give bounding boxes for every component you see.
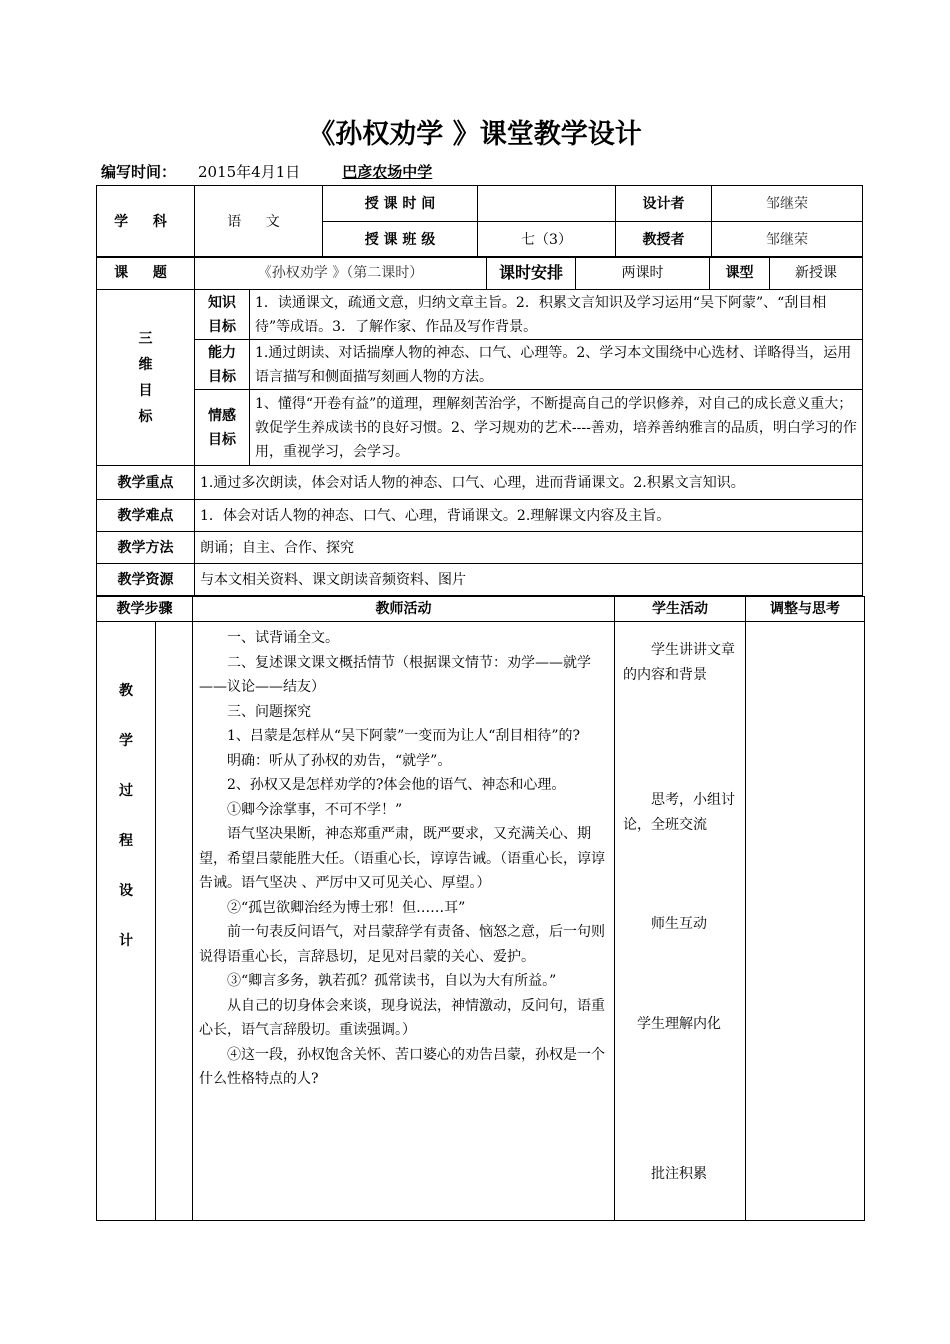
teaching-rows-table: [96, 465, 863, 596]
student-activity: 师生互动: [651, 916, 707, 932]
ability-goal-label: 能力 目标: [195, 340, 250, 390]
teacher-label: 教授者: [616, 222, 712, 258]
teacher-line: 语气坚决果断，神态郑重严肃，既严要求，又充满关心、期望，希望吕蒙能胜大任。（语重心长，谆谆告诫。（语重心长，谆谆告诫。语气坚决 、严厉中又可见关心、厚望。）: [199, 826, 605, 891]
teacher-line: ③“卿言多务，孰若孤？孤常读书，自以为大有所益。”: [227, 973, 557, 989]
designer-label: 设计者: [616, 186, 712, 222]
teacher-line: ④这一段，孙权饱含关怀、苦口婆心的劝告吕蒙，孙权是一个什么性格特点的人?: [199, 1046, 605, 1087]
teacher-line: 从自己的切身体会来谈，现身说法，神情激动，反问句，语重心长，语气言辞殷切。重读强调。）: [199, 997, 605, 1038]
col-student: 学生活动: [615, 597, 746, 622]
student-activity: 批注积累: [651, 1166, 707, 1182]
knowledge-goal-label: 知识 目标: [195, 290, 250, 340]
resource-text: 与本文相关资料、课文朗读音频资料、图片: [195, 564, 863, 596]
steps-table: [96, 596, 865, 1221]
student-activity: 学生理解内化: [637, 1016, 721, 1032]
subject-value: 语 文: [195, 186, 323, 258]
hours-label: 课时安排: [487, 257, 576, 290]
emotion-goal-text: 1、懂得“开卷有益”的道理，理解刻苦治学，不断提高自己的学识修养，对自己的成长意义重大；敦促学生养成读书的良好习惯。2、学习规劝的艺术----善劝，培养善纳雅言的品质，明白学习的作用，重视学习，会学习。: [250, 390, 863, 466]
topic-value: 《孙权劝学 》（第二课时）: [195, 257, 487, 290]
student-activity: 思考，小组讨论，全班交流: [623, 792, 735, 833]
meta-line: [101, 161, 432, 182]
method-label: 教学方法: [97, 532, 195, 564]
topic-label: 课 题: [97, 257, 195, 290]
key-points-label: 教学重点: [97, 466, 195, 500]
teacher-line: 前一句表反问语气，对吕蒙辞学有责备、恼怒之意，后一句则说得语重心长，言辞恳切，足见对吕蒙的关心、爱护。: [199, 924, 605, 965]
student-activity: 学生讲讲文章的内容和背景: [623, 642, 735, 683]
teacher-line: 三、问题探究: [227, 703, 311, 720]
teacher-line: ②“孤岂欲卿治经为博士邪！但……耳”: [227, 899, 466, 916]
difficulties-text: 1．体会对话人物的神态、口气、心理，背诵课文。2.理解课文内容及主旨。: [195, 500, 863, 532]
col-steps: 教学步骤: [97, 597, 193, 622]
col-adjust: 调整与思考: [746, 597, 865, 622]
page-title: 《孙权劝学 》课堂教学设计: [308, 119, 642, 150]
knowledge-goal-text: 1．读通课文，疏通文意，归纳文章主旨。2．积累文言知识及学习运用“吴下阿蒙”、“刮目相待”等成语。3．了解作家、作品及写作背景。: [250, 290, 863, 340]
process-design-label: 教 学 过 程 设 计: [97, 622, 156, 1221]
teacher-activity-cell: [193, 622, 615, 1221]
meta-time-label: 编写时间：: [101, 163, 177, 181]
time-value: [478, 186, 616, 222]
method-text: 朗诵；自主、合作、探究: [195, 532, 863, 564]
class-label: 授 课 班 级: [323, 222, 478, 258]
meta-school: 巴彦农场中学: [342, 163, 433, 181]
three-goals-label: 三 维 目 标: [97, 290, 195, 466]
student-activity-cell: [615, 622, 746, 1221]
col-teacher: 教师活动: [193, 597, 615, 622]
type-label: 课型: [710, 257, 770, 290]
subject-label: 学 科: [97, 186, 195, 258]
goals-table: [96, 289, 863, 466]
hours-value: 两课时: [576, 257, 710, 290]
lesson-info-table: [96, 185, 863, 258]
adjust-cell: [746, 622, 865, 1221]
teacher-line: 明确：听从了孙权的劝告，“就学”。: [227, 752, 452, 769]
ability-goal-text: 1.通过朗读、对话揣摩人物的神态、口气、心理等。2、学习本文围绕中心选材、详略得当，运用语言描写和侧面描写刻画人物的方法。: [250, 340, 863, 390]
emotion-goal-label: 情感 目标: [195, 390, 250, 466]
teacher-line: 二、复述课文课文概括情节（根据课文情节：劝学——就学——议论——结友）: [199, 654, 591, 695]
teacher-value: 邹继荣: [712, 222, 863, 258]
teacher-line: 2、孙权又是怎样劝学的?体会他的语气、神态和心理。: [227, 777, 566, 793]
teacher-line: ①卿今涂掌事，不可不学！”: [227, 801, 403, 818]
type-value: 新授课: [770, 257, 863, 290]
resource-label: 教学资源: [97, 564, 195, 596]
time-label: 授 课 时 间: [323, 186, 478, 222]
difficulties-label: 教学难点: [97, 500, 195, 532]
topic-table: [96, 256, 863, 290]
designer-value: 邹继荣: [712, 186, 863, 222]
class-value: 七（3）: [478, 222, 616, 258]
teacher-line: 一、试背诵全文。: [227, 630, 339, 646]
meta-time-value: 2015年4月1日: [198, 163, 301, 181]
teacher-line: 1、吕蒙是怎样从“吴下阿蒙”一变而为让人“刮目相待”的?: [227, 728, 581, 744]
process-sub-cell: [156, 622, 193, 1221]
key-points-text: 1.通过多次朗读，体会对话人物的神态、口气、心理，进而背诵课文。2.积累文言知识。: [195, 466, 863, 500]
